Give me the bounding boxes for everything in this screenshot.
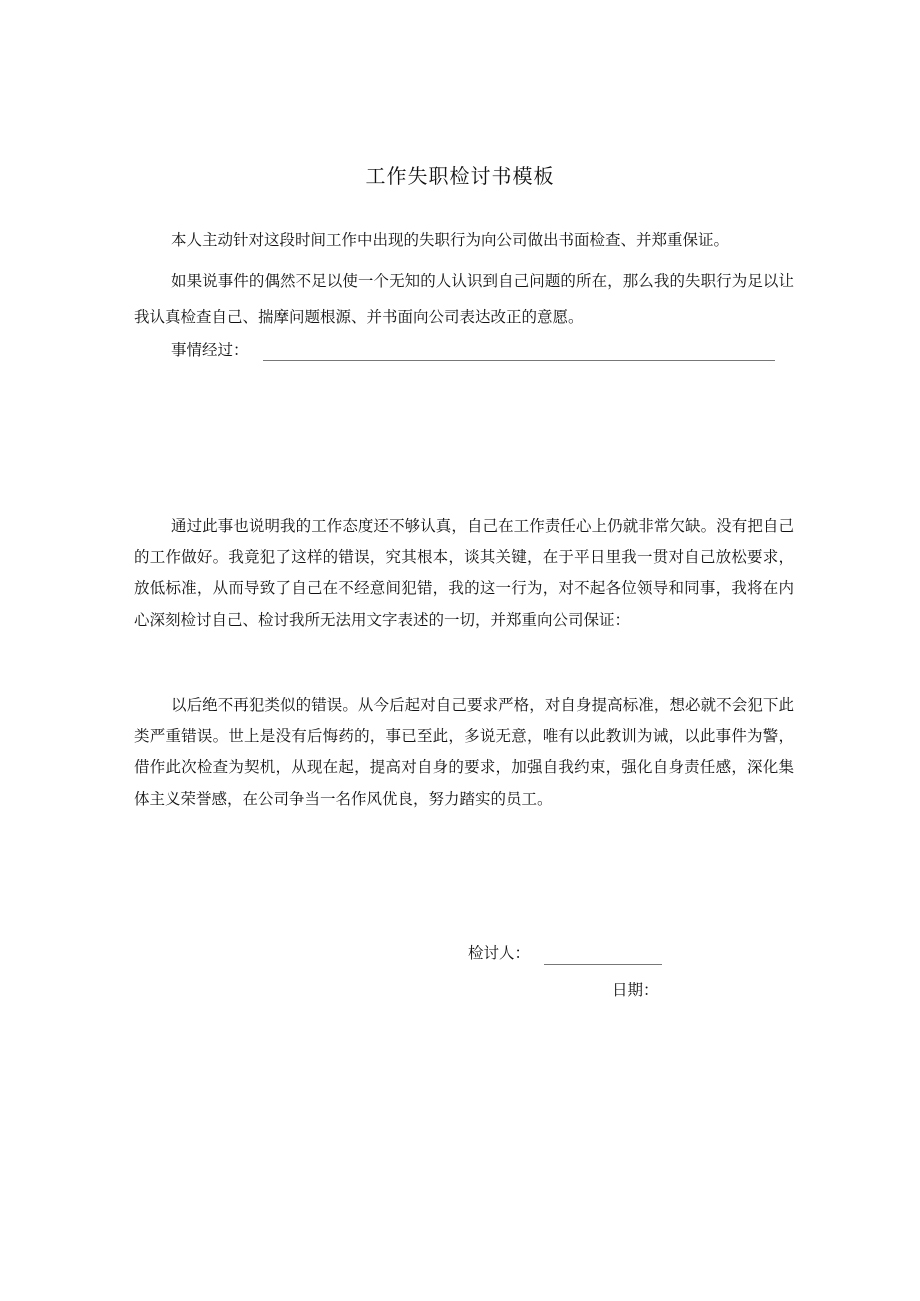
date-label: 日期： bbox=[612, 981, 659, 999]
intro-paragraph: 本人主动针对这段时间工作中出现的失职行为向公司做出书面检查、并郑重保证。 bbox=[171, 231, 730, 249]
promise-paragraph: 以后绝不再犯类似的错误。从今后起对自己要求严格，对自身提高标准，想必就不会犯下此类严重错误。世上是没有后悔药的，事已至此，多说无意，唯有以此教训为诫，以此事件为警，借作此次检查为契机，从现在起，提高对自身的要求，加强自我约束，强化自身责任感，深化集体主义荣誉感，在公司争当一名作风优良，努力踏实的员工。 bbox=[134, 696, 794, 808]
signer-label: 检讨人： bbox=[468, 944, 531, 962]
reason-paragraph: 如果说事件的偶然不足以使一个无知的人认识到自己问题的所在，那么我的失职行为足以让我认真检查自己、揣摩问题根源、并书面向公司表达改正的意愿。 bbox=[134, 272, 794, 326]
facts-section bbox=[171, 336, 775, 364]
reflection-paragraph: 通过此事也说明我的工作态度还不够认真，自己在工作责任心上仍就非常欠缺。没有把自己的工作做好。我竟犯了这样的错误，究其根本，谈其关键，在于平日里我一贯对自己放松要求，放低标准，从而导致了自己在不经意间犯错，我的这一行为，对不起各位领导和同事，我将在内心深刻检讨自己、检讨我所无法用文字表述的一切，并郑重向公司保证： bbox=[134, 517, 794, 629]
signer-section bbox=[468, 939, 662, 967]
document-title: 工作失职检讨书模板 bbox=[365, 164, 555, 188]
facts-label: 事情经过： bbox=[171, 341, 249, 359]
date-section bbox=[612, 976, 659, 1004]
signer-blank-line bbox=[544, 944, 662, 965]
facts-blank-line bbox=[263, 342, 775, 361]
